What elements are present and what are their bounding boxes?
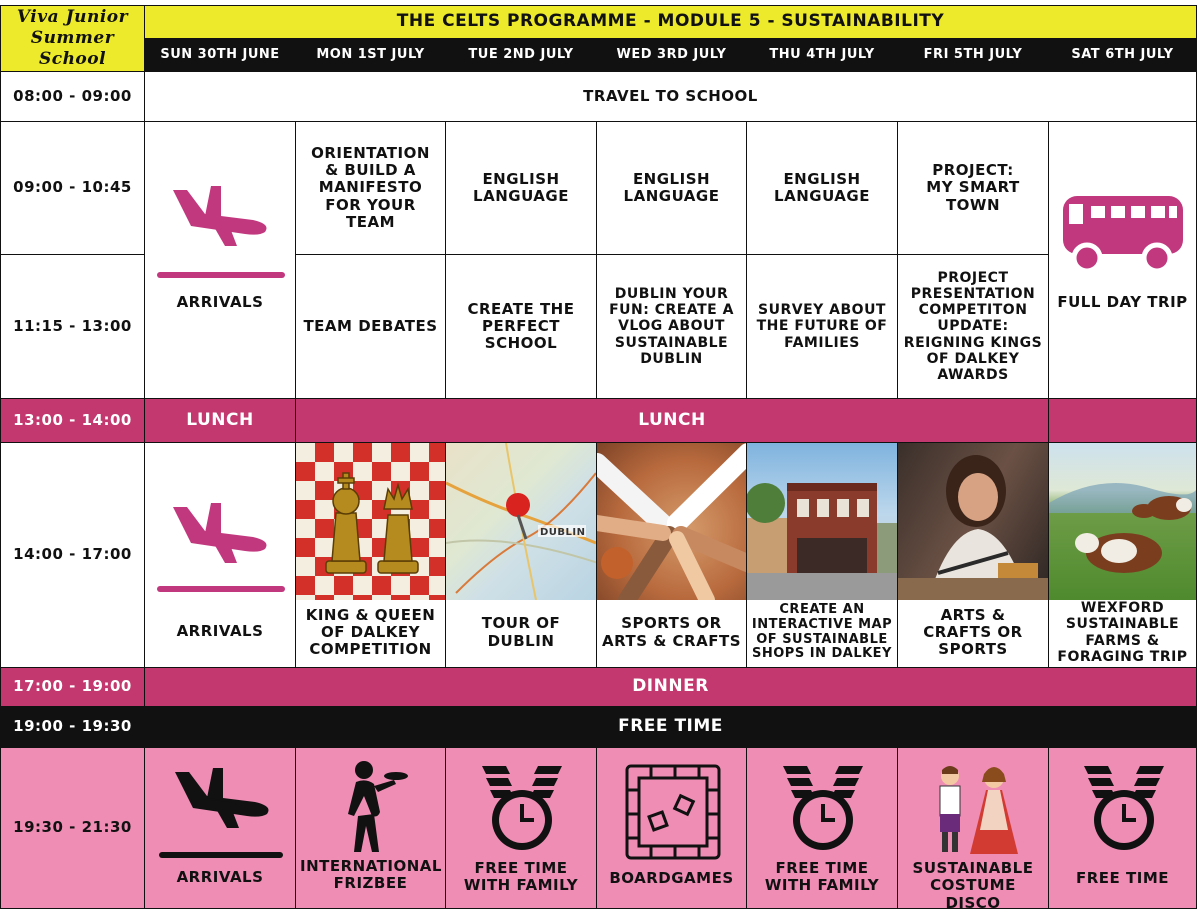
arrivals-line <box>159 852 283 858</box>
evening-tue <box>445 747 597 909</box>
chess-photo <box>296 443 445 600</box>
evening-fri <box>897 747 1049 909</box>
arrivals-line <box>157 272 285 278</box>
activity-thu-am1: ENGLISH LANGUAGE <box>746 121 898 255</box>
activity-fri-pm <box>897 442 1049 668</box>
evening-mon <box>295 747 446 909</box>
day-header-sat: SAT 6TH JULY <box>1048 38 1197 72</box>
time-slot-3: 11:15 - 13:00 <box>0 254 145 399</box>
activity-fri-am1: PROJECT: MY SMART TOWN <box>897 121 1049 255</box>
activity-wed-am2: DUBLIN YOUR FUN: CREATE A VLOG ABOUT SUSTAINABLE DUBLIN <box>596 254 747 399</box>
lunch-sunday: LUNCH <box>144 398 296 443</box>
time-slot-6: 17:00 - 19:00 <box>0 667 145 707</box>
evening-wed-label: BOARDGAMES <box>609 869 734 887</box>
time-slot-2: 09:00 - 10:45 <box>0 121 145 255</box>
school-logo <box>0 5 145 72</box>
saturday-full-day-trip <box>1048 121 1197 399</box>
winged-clock-icon <box>1078 762 1170 854</box>
time-slot-1: 08:00 - 09:00 <box>0 71 145 122</box>
evening-sun <box>144 747 296 909</box>
boardgame-icon <box>621 760 725 864</box>
activity-thu-am2: SURVEY ABOUT THE FUTURE OF FAMILIES <box>746 254 898 399</box>
activity-wed-am1: ENGLISH LANGUAGE <box>596 121 747 255</box>
arts-crafts-photo <box>898 443 1048 600</box>
activity-sat-pm-label: WEXFORD SUSTAINABLE FARMS & FORAGING TRIP <box>1057 600 1188 665</box>
evening-sun-label: ARRIVALS <box>176 868 264 886</box>
winged-clock-icon <box>777 762 869 854</box>
activity-tue-pm <box>445 442 597 668</box>
arrivals-line <box>157 586 285 592</box>
day-header-thu: THU 4TH JULY <box>746 38 898 72</box>
time-slot-4: 13:00 - 14:00 <box>0 398 145 443</box>
activity-tue-am2: CREATE THE PERFECT SCHOOL <box>445 254 597 399</box>
activity-tue-pm-label: TOUR OF DUBLIN <box>481 614 561 650</box>
airplane-icon <box>167 762 277 832</box>
activity-tue-am1: ENGLISH LANGUAGE <box>445 121 597 255</box>
arrivals-label: ARRIVALS <box>176 293 264 311</box>
school-logo-line2: Summer School <box>30 27 115 70</box>
dalkey-town-photo <box>747 443 897 600</box>
costume-kids-icon <box>922 760 1026 860</box>
evening-thu <box>746 747 898 909</box>
airplane-icon <box>165 497 275 567</box>
full-day-trip-label: FULL DAY TRIP <box>1057 293 1188 311</box>
evening-thu-label: FREE TIME WITH FAMILY <box>764 859 880 895</box>
day-header-sun: SUN 30TH JUNE <box>144 38 296 72</box>
activity-thu-pm <box>746 442 898 668</box>
evening-sat <box>1048 747 1197 909</box>
evening-mon-label: INTERNATIONAL FRIZBEE <box>300 857 442 893</box>
school-logo-line1: Viva Junior <box>16 6 129 27</box>
time-slot-8: 19:30 - 21:30 <box>0 747 145 909</box>
sunday-afternoon-arrivals <box>144 442 296 668</box>
activity-fri-am2: PROJECT PRESENTATION COMPETITON UPDATE: REIGNING KINGS OF DALKEY AWARDS <box>897 254 1049 399</box>
activity-wed-pm-label: SPORTS OR ARTS & CRAFTS <box>602 614 741 650</box>
lunch-weekdays: LUNCH <box>295 398 1049 443</box>
activity-mon-am1: ORIENTATION & BUILD A MANIFESTO FOR YOUR TEAM <box>295 121 446 255</box>
team-hands-photo <box>597 443 746 600</box>
airplane-icon <box>165 180 275 250</box>
activity-mon-am2: TEAM DEBATES <box>295 254 446 399</box>
evening-fri-label: SUSTAINABLE COSTUME DISCO <box>912 859 1034 909</box>
travel-to-school: TRAVEL TO SCHOOL <box>144 71 1197 122</box>
activity-thu-pm-label: CREATE AN INTERACTIVE MAP OF SUSTAINABLE SHOPS IN DALKEY <box>751 601 893 662</box>
dublin-map-label: DUBLIN <box>540 527 586 538</box>
frisbee-player-icon <box>334 756 410 856</box>
day-header-tue: TUE 2ND JULY <box>445 38 597 72</box>
farm-cows-photo <box>1049 443 1196 600</box>
arrivals-label: ARRIVALS <box>176 622 264 640</box>
dinner-bar: DINNER <box>144 667 1197 707</box>
winged-clock-icon <box>476 762 568 854</box>
day-header-mon: MON 1ST JULY <box>295 38 446 72</box>
dublin-map-photo <box>446 443 596 600</box>
activity-mon-pm <box>295 442 446 668</box>
evening-sat-label: FREE TIME <box>1076 869 1169 887</box>
day-header-fri: FRI 5TH JULY <box>897 38 1049 72</box>
free-time-bar: FREE TIME <box>144 706 1197 748</box>
time-slot-7: 19:00 - 19:30 <box>0 706 145 748</box>
page-title: THE CELTS PROGRAMME - MODULE 5 - SUSTAINABILITY <box>144 5 1197 39</box>
sunday-morning-arrivals <box>144 121 296 399</box>
activity-fri-pm-label: ARTS & CRAFTS OR SPORTS <box>923 605 1023 659</box>
time-slot-5: 14:00 - 17:00 <box>0 442 145 668</box>
day-header-wed: WED 3RD JULY <box>596 38 747 72</box>
activity-wed-pm <box>596 442 747 668</box>
evening-wed <box>596 747 747 909</box>
bus-icon <box>1059 190 1187 276</box>
lunch-saturday <box>1048 398 1197 443</box>
activity-sat-pm <box>1048 442 1197 668</box>
activity-mon-pm-label: KING & QUEEN OF DALKEY COMPETITION <box>305 605 436 659</box>
evening-tue-label: FREE TIME WITH FAMILY <box>463 859 579 895</box>
